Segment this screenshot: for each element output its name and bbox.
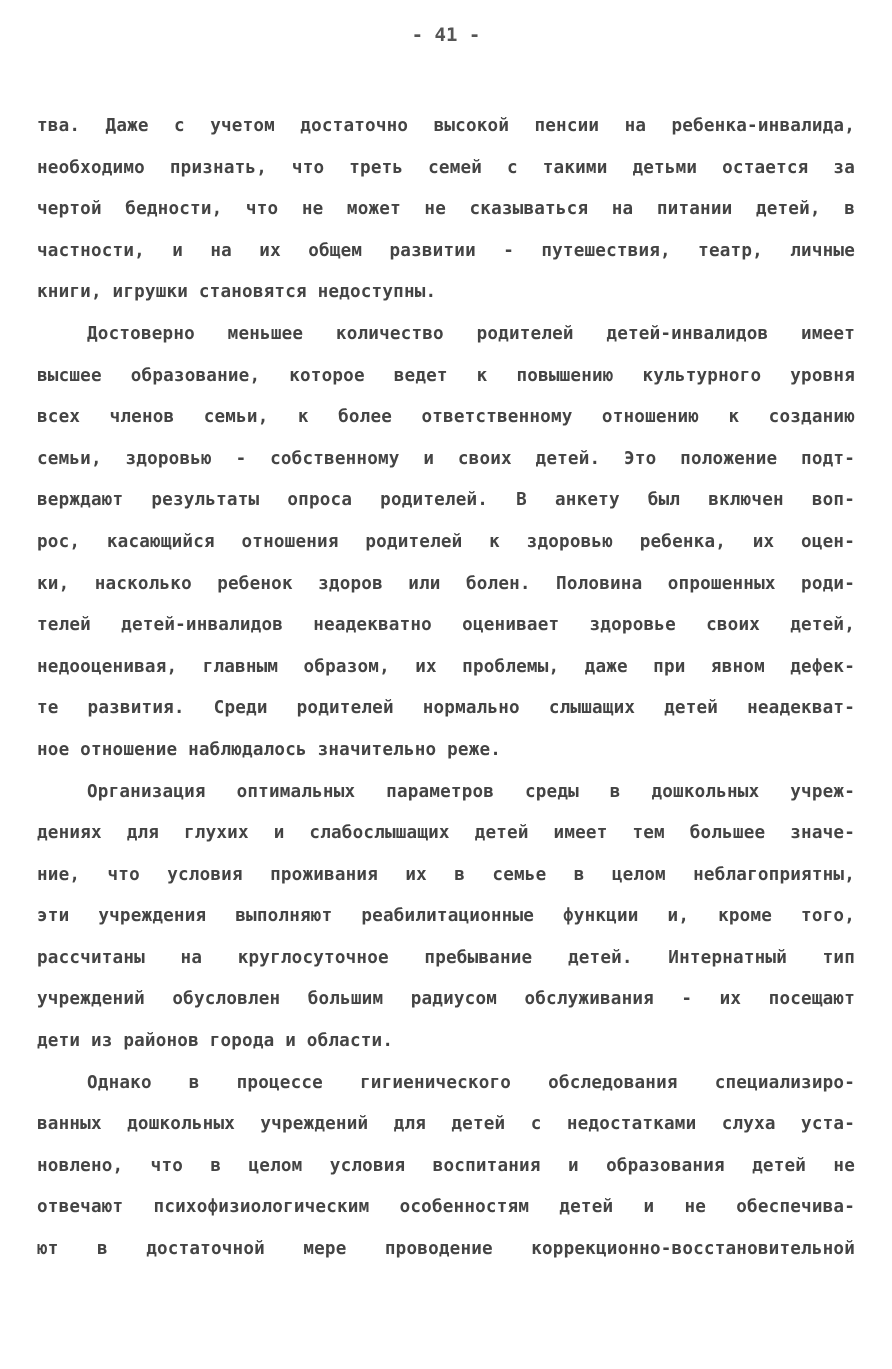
- paragraph-1: [37, 106, 855, 314]
- text-line: верждают результаты опроса родителей. В анкету был включен воп-: [37, 490, 855, 511]
- body-text: [37, 106, 855, 1271]
- paragraph-2: [37, 314, 855, 772]
- text-line: эти учреждения выполняют реабилитационные функции и, кроме того,: [37, 906, 855, 927]
- text-line: семьи, здоровью - собственному и своих детей. Это положение подт-: [37, 448, 855, 469]
- text-line: частности, и на их общем развитии - путешествия, театр, личные: [37, 240, 855, 261]
- text-line: ки, насколько ребенок здоров или болен. Половина опрошенных роди-: [37, 573, 855, 594]
- text-line: чертой бедности, что не может не сказываться на питании детей, в: [37, 199, 855, 220]
- text-line: те развития. Среди родителей нормально слышащих детей неадекват-: [37, 698, 855, 719]
- text-line: новлено, что в целом условия воспитания и образования детей не: [37, 1155, 855, 1176]
- text-line: дети из районов города и области.: [37, 1031, 394, 1052]
- text-line: ное отношение наблюдалось значительно реже.: [37, 739, 502, 760]
- text-line: всех членов семьи, к более ответственному отношению к созданию: [37, 407, 855, 428]
- text-line: тва. Даже с учетом достаточно высокой пенсии на ребенка-инвалида,: [37, 116, 855, 136]
- paragraph-3: [37, 772, 855, 1063]
- text-line: учреждений обусловлен большим радиусом обслуживания - их посещают: [37, 989, 855, 1010]
- paragraph-4: [37, 1063, 855, 1271]
- page-number: - 41 -: [411, 24, 481, 46]
- text-line: ют в достаточной мере проводение коррекционно-восстановительной: [37, 1239, 855, 1260]
- text-line: необходимо признать, что треть семей с такими детьми остается за: [37, 157, 855, 178]
- text-line: книги, игрушки становятся недоступны.: [37, 282, 437, 303]
- text-line: ние, что условия проживания их в семье в целом неблагоприятны,: [37, 864, 855, 885]
- text-line: телей детей-инвалидов неадекватно оценивает здоровье своих детей,: [37, 615, 855, 636]
- text-line: отвечают психофизиологическим особенностям детей и не обеспечива-: [37, 1197, 855, 1218]
- text-line: дениях для глухих и слабослышащих детей имеет тем большее значе-: [37, 823, 855, 844]
- text-line: ванных дошкольных учреждений для детей с недостатками слуха уста-: [37, 1114, 855, 1135]
- text-line: Достоверно меньшее количество родителей детей-инвалидов имеет: [87, 323, 855, 344]
- text-line: рассчитаны на круглосуточное пребывание детей. Интернатный тип: [37, 947, 855, 968]
- text-line: недооценивая, главным образом, их проблемы, даже при явном дефек-: [37, 656, 855, 677]
- text-line: высшее образование, которое ведет к повышению культурного уровня: [37, 365, 855, 386]
- text-line: Однако в процессе гигиенического обследования специализиро-: [87, 1072, 855, 1093]
- text-line: Организация оптимальных параметров среды в дошкольных учреж-: [87, 781, 855, 802]
- text-line: рос, касающийся отношения родителей к здоровью ребенка, их оцен-: [37, 531, 855, 552]
